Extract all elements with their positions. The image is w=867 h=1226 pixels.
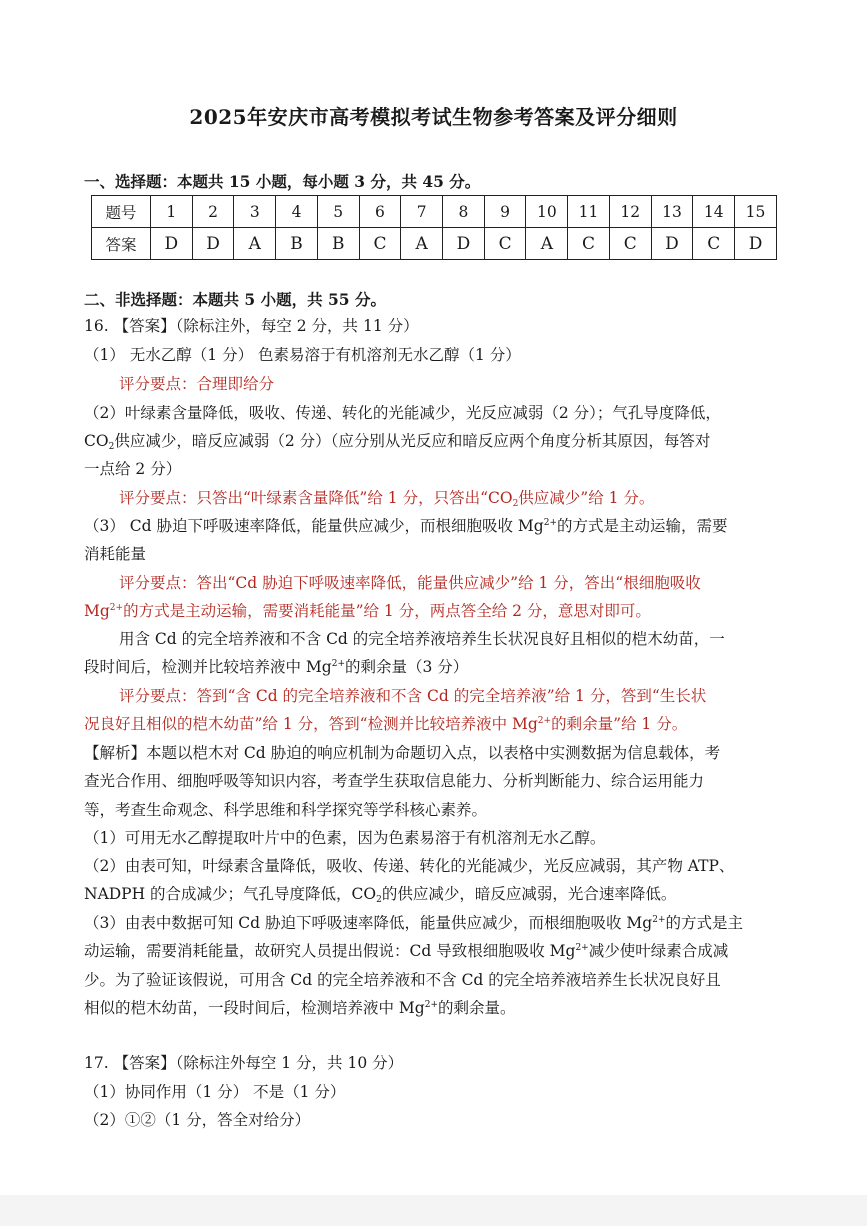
question-number: 11 [568, 196, 610, 228]
q16-part3-scoring-line2: $Mg^{2+}$的方式是主动运输，需要消耗能量”给 1 分，两点答全给 2 分，意思对即可。 [84, 602, 651, 620]
question-number: 8 [443, 196, 485, 228]
answer-cell: A [401, 228, 443, 260]
q17-header: 17. 【答案】（除标注外每空 1 分，共 10 分） [84, 1054, 404, 1072]
q16-part1-scoring: 评分要点：合理即给分 [119, 375, 275, 393]
q16-part4-line2: 段时间后，检测并比较培养液中 $Mg^{2+}$的剩余量（3 分） [84, 658, 469, 676]
q16-part3-line2: 消耗能量 [84, 545, 147, 563]
q16-part4-scoring-line2: 况良好且相似的桤木幼苗”给 1 分，答到“检测并比较培养液中 $Mg^{2+}$的剩余量”给 1 分。 [84, 715, 688, 733]
question-number: 10 [526, 196, 568, 228]
q16-part3-line1: （3） Cd 胁迫下呼吸速率降低，能量供应减少，而根细胞吸收 $Mg^{2+}$的方式是主动运输，需要 [84, 517, 728, 535]
answer-cell: D [651, 228, 693, 260]
answer-cell: D [192, 228, 234, 260]
question-number-row [92, 196, 777, 228]
question-number: 3 [234, 196, 276, 228]
scan-bottom-edge [0, 1195, 867, 1226]
q16-analysis-line7: （3）由表中数据可知 Cd 胁迫下呼吸速率降低，能量供应减少，而根细胞吸收 $Mg^{2+}$的方式是主 [84, 914, 744, 932]
answer-table [91, 195, 777, 260]
question-number: 4 [276, 196, 318, 228]
answer-cell: D [735, 228, 777, 260]
answer-cell: D [151, 228, 193, 260]
page-title: 2025年安庆市高考模拟考试生物参考答案及评分细则 [189, 105, 678, 129]
q16-analysis-line4: （1）可用无水乙醇提取叶片中的色素，因为色素易溶于有机溶剂无水乙醇。 [84, 829, 606, 847]
section1-heading: 一、选择题：本题共 15 小题，每小题 3 分，共 45 分。 [84, 172, 481, 191]
answer-cell: C [568, 228, 610, 260]
row-label-answer: 答案 [92, 228, 151, 260]
q16-analysis-line10: 相似的桤木幼苗，一段时间后，检测培养液中 $Mg^{2+}$的剩余量。 [84, 999, 516, 1017]
q17-part2: （2）①②（1 分，答全对给分） [84, 1111, 311, 1129]
q16-analysis-line8: 动运输，需要消耗能量，故研究人员提出假说：Cd 导致根细胞吸收 $Mg^{2+}$减少使叶绿素合成减 [84, 942, 729, 960]
answer-cell: C [609, 228, 651, 260]
q16-part3-scoring-line1: 评分要点：答出“Cd 胁迫下呼吸速率降低，能量供应减少”给 1 分，答出“根细胞吸收 [119, 574, 701, 592]
question-number: 13 [651, 196, 693, 228]
row-label-question: 题号 [92, 196, 151, 228]
question-number: 5 [317, 196, 359, 228]
answer-row [92, 228, 777, 260]
answer-cell: A [526, 228, 568, 260]
question-number: 12 [609, 196, 651, 228]
q16-part2-line2: $CO_2$供应减少，暗反应减弱（2 分）（应分别从光反应和暗反应两个角度分析其原因，每答对 [84, 432, 711, 452]
question-number: 6 [359, 196, 401, 228]
question-number: 9 [484, 196, 526, 228]
q16-analysis-line3: 等，考查生命观念、科学思维和科学探究等学科核心素养。 [84, 801, 488, 819]
question-number: 15 [735, 196, 777, 228]
q16-header: 16. 【答案】（除标注外，每空 2 分，共 11 分） [84, 317, 419, 335]
answer-cell: D [443, 228, 485, 260]
q16-part2-line1: （2）叶绿素含量降低，吸收、传递、转化的光能减少，光反应减弱（2 分）；气孔导度降低， [84, 404, 721, 422]
q16-part2-line3: 一点给 2 分） [84, 460, 182, 478]
question-number: 1 [151, 196, 193, 228]
q16-analysis-line6: NADPH 的合成减少；气孔导度降低，$CO_2$的供应减少，暗反应减弱，光合速率降低。 [84, 885, 677, 905]
answer-cell: C [484, 228, 526, 260]
q16-part4-line1: 用含 Cd 的完全培养液和不含 Cd 的完全培养液培养生长状况良好且相似的桤木幼苗，一 [119, 630, 725, 648]
q16-analysis-line9: 少。为了验证该假说，可用含 Cd 的完全培养液和不含 Cd 的完全培养液培养生长状况良好且 [84, 971, 721, 989]
q16-analysis-line2: 查光合作用、细胞呼吸等知识内容，考查学生获取信息能力、分析判断能力、综合运用能力 [84, 772, 705, 790]
section2-heading: 二、非选择题：本题共 5 小题，共 55 分。 [84, 290, 386, 309]
question-number: 7 [401, 196, 443, 228]
answer-cell: B [276, 228, 318, 260]
question-number: 14 [693, 196, 735, 228]
answer-cell: C [693, 228, 735, 260]
answer-cell: A [234, 228, 276, 260]
q17-part1: （1）协同作用（1 分） 不是（1 分） [84, 1083, 346, 1101]
answer-cell: C [359, 228, 401, 260]
answer-cell: B [317, 228, 359, 260]
question-number: 2 [192, 196, 234, 228]
q16-part4-scoring-line1: 评分要点：答到“含 Cd 的完全培养液和不含 Cd 的完全培养液”给 1 分，答到“生长状 [119, 687, 707, 705]
q16-analysis-line1: 【解析】本题以桤木对 Cd 胁迫的响应机制为命题切入点，以表格中实测数据为信息载体，考 [84, 744, 721, 762]
q16-part1: （1） 无水乙醇（1 分） 色素易溶于有机溶剂无水乙醇（1 分） [84, 346, 521, 364]
q16-analysis-line5: （2）由表可知，叶绿素含量降低，吸收、传递、转化的光能减少，光反应减弱，其产物 ATP、 [84, 857, 735, 875]
q16-part2-scoring: 评分要点：只答出“叶绿素含量降低”给 1 分，只答出“$CO_2$供应减少”给 1 分。 [119, 489, 655, 509]
